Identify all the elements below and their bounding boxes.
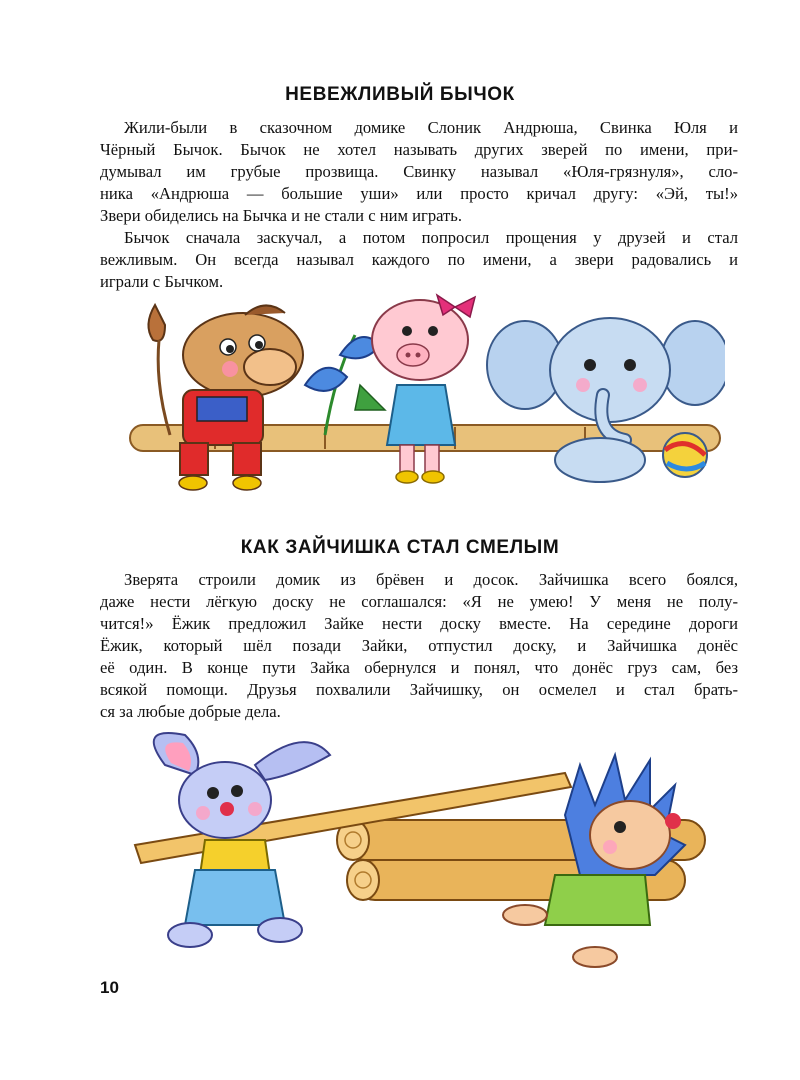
text-line: Чёрный Бычок. Бычок не хотел называть других зверей по имени, при- (100, 140, 738, 159)
text-line: Бычок сначала заскучал, а потом попросил прощения у друзей и стал (124, 228, 738, 247)
text-line: ника «Андрюша — большие уши» или просто кричал другу: «Эй, ты!» (100, 184, 738, 203)
text-line: вежливым. Он всегда называл каждого по имени, а звери радовались и (100, 250, 738, 269)
elephant-character (487, 318, 725, 482)
story2-title: КАК ЗАЙЧИШКА СТАЛ СМЕЛЫМ (240, 537, 560, 558)
text-line: ся за любые добрые дела. (100, 702, 281, 721)
story1-paragraph-1 (100, 117, 738, 227)
illustration-animals-fence (125, 285, 725, 505)
story1-title: НЕВЕЖЛИВЫЙ БЫЧОК (285, 84, 515, 105)
text-line: думывал им грубые прозвища. Свинку называл «Юля-грязнуля», сло- (100, 162, 738, 181)
text-line: всякой помощи. Друзья похвалили Зайчишку, он осмелел и стал брать- (100, 680, 738, 699)
text-line: Жили-были в сказочном домике Слоник Андрюша, Свинка Юля и (124, 118, 738, 137)
text-line: Ёжик, который шёл позади Зайки, отпустил доску, и Зайчишка донёс (100, 636, 738, 655)
text-line: её один. В конце пути Зайка обернулся и понял, что донёс груз сам, без (100, 658, 738, 677)
text-line: чится!» Ёжик предложил Зайке нести доску вместе. На середине дороги (100, 614, 738, 633)
story1-paragraph-2 (100, 227, 738, 293)
text-line: Зверята строили домик из брёвен и досок. Зайчишка всего боялся, (124, 570, 738, 589)
text-line: даже нести лёгкую доску не соглашался: «Я не умею! У меня не полу- (100, 592, 738, 611)
text-line: Звери обиделись на Бычка и не стали с ним играть. (100, 206, 463, 225)
story2-paragraph-1 (100, 569, 738, 723)
illustration-bunny-hedgehog (125, 725, 725, 975)
text-line: играли с Бычком. (100, 272, 224, 291)
bull-character (148, 305, 303, 490)
pig-character (372, 295, 475, 483)
page-number: 10 (100, 978, 119, 997)
